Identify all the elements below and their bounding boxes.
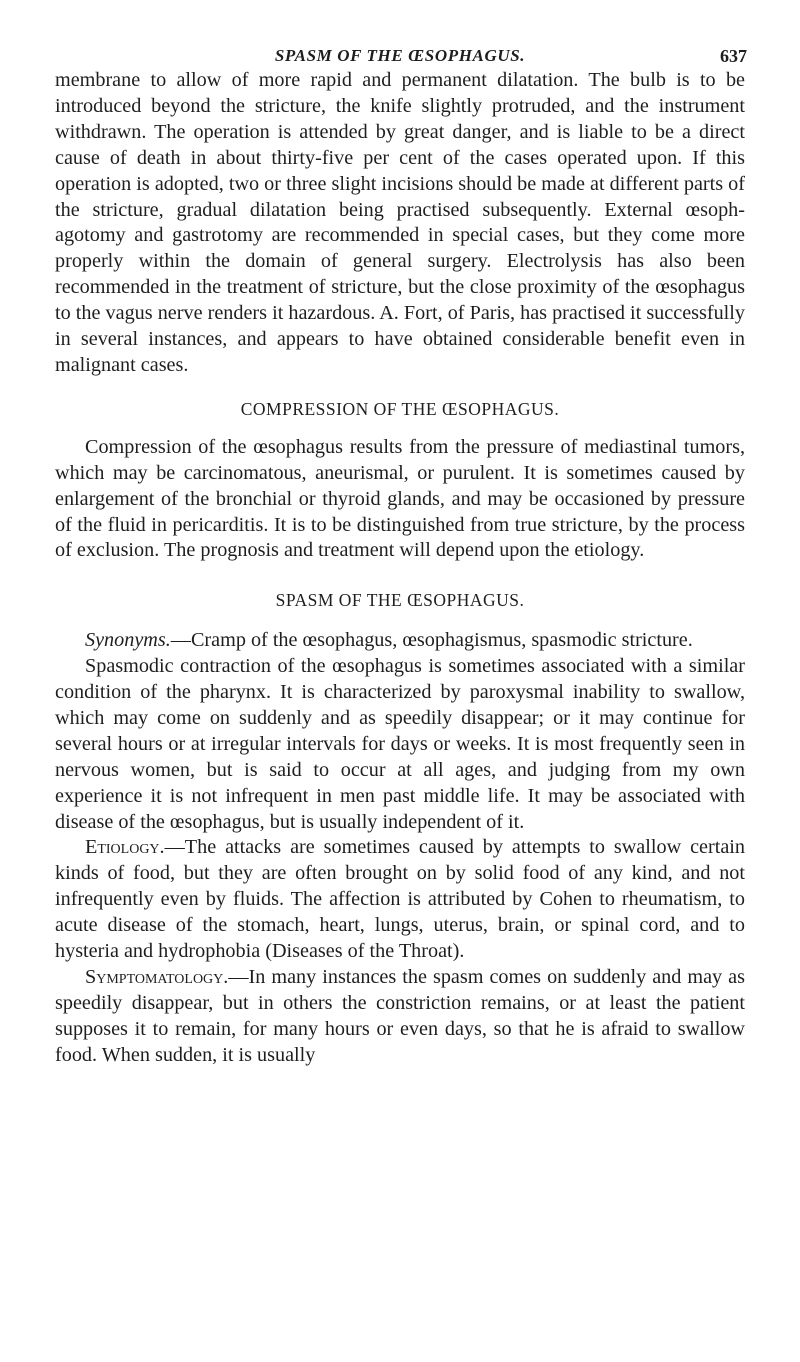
symptomatology-label: Symptomatology. xyxy=(85,966,229,988)
etiology-paragraph xyxy=(55,835,745,965)
symptomatology-text: —In many instances the spasm comes on suddenly and may as speedily disappear, but in others the constriction remains, or at least the patient supposes it to remain, for many hours or even days, so that he is afraid to swallow food. When sudden, it is usually xyxy=(55,966,745,1066)
compression-paragraph: Compression of the œsophagus results from the pressure of mediastinal tumors, which may be carcinomatous, aneurismal, or purulent. It is sometimes caused by enlargement of the bronchial or thyroid glands, and may be occasioned by pressure of the fluid in pericarditis. It is to be distinguished from true stricture, by the process of exclusion. The prognosis and treatment will depend upon the etiology. xyxy=(55,435,745,562)
page-number: 637 xyxy=(720,46,747,66)
body-text xyxy=(55,68,745,1069)
section-heading-spasm: SPASM OF THE ŒSOPHAGUS. xyxy=(275,590,525,611)
continuation-paragraph: membrane to allow of more rapid and permanent dilatation. The bulb is to be introduced beyond the stricture, the knife slightly protruded, and the instrument withdrawn. The operation is attended by great danger, and is liable to be a direct cause of death in about thirty-five per cent of the cases operated upon. If this operation is adopted, two or three slight incisions should be made at different parts of the stricture, gradual dilatation being practised subsequently. External œsophagotomy and gastrotomy are recommended in special cases, but they come more properly within the domain of general surgery. Electrolysis has also been recommended in the treatment of stricture, but the close proximity of the œsophagus to the vagus nerve renders it hazardous. A. Fort, of Paris, has practised it successfully in several instances, and appears to have obtained considerable benefit even in malignant cases. xyxy=(55,69,745,376)
running-head-title: SPASM OF THE ŒSOPHAGUS. xyxy=(274,46,526,65)
running-head xyxy=(55,28,745,68)
section-heading-compression: COMPRESSION OF THE ŒSOPHAGUS. xyxy=(240,398,560,419)
synonyms-label: Synonyms. xyxy=(85,629,171,652)
etiology-text: —The attacks are sometimes caused by attempts to swallow certain kinds of food, but they are often brought on by solid food of any kind, and not infrequently even by fluids. The affection is attributed by Cohen to rheumatism, to acute disease of the stomach, heart, lungs, uterus, brain, or spinal cord, and to hysteria and hydrophobia (Diseases of the Throat). xyxy=(55,836,745,963)
book-page xyxy=(55,28,745,1069)
synonyms-text: —Cramp of the œsophagus, œsophagismus, spasmodic stricture. xyxy=(170,629,693,652)
spasm-paragraph: Spasmodic contraction of the œsophagus is sometimes associated with a similar condition of the pharynx. It is characterized by paroxysmal inability to swallow, which may come on suddenly and as speedily disappear; or it may continue for several hours or at irregular intervals for days or weeks. It is most frequently seen in nervous women, but is said to occur at all ages, and judging from my own experience it is not infrequent in men past middle life. It may be associated with disease of the œsophagus, but is usually independent of it. xyxy=(55,655,745,833)
synonyms-paragraph xyxy=(55,628,745,654)
etiology-label: Etiology. xyxy=(85,836,165,859)
symptomatology-paragraph xyxy=(55,965,745,1069)
